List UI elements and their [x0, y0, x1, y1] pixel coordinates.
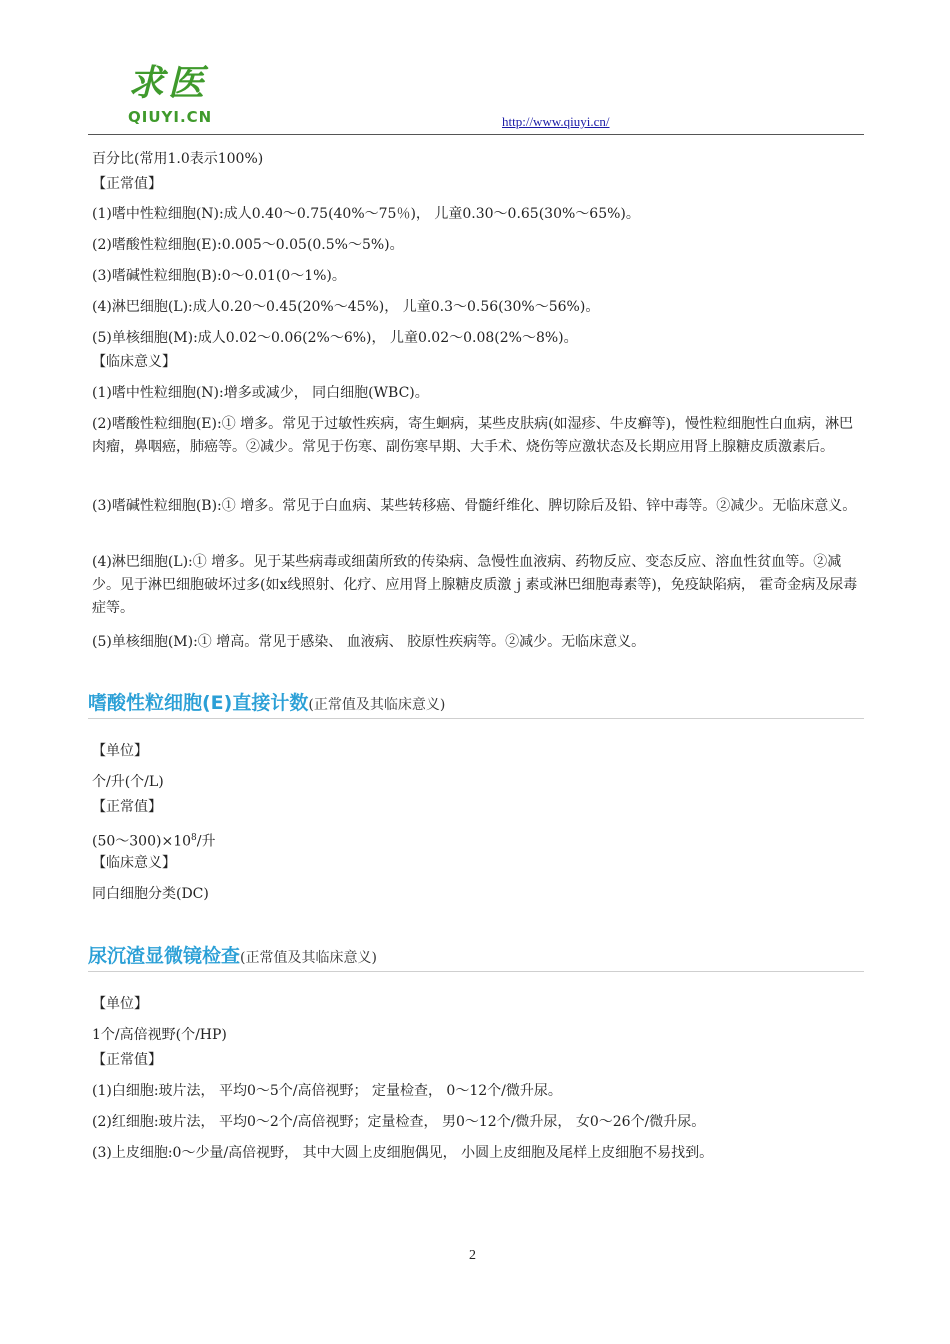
section-eosinophil-title-sub: (正常值及其临床意义): [308, 697, 446, 713]
page-number: 2: [469, 1248, 476, 1263]
intro-normal-item-3: (3)嗜碱性粒细胞(B):0～0.01(0～1%)。: [92, 268, 346, 284]
section-eosinophil-normal-heading: 【正常值】: [92, 799, 162, 815]
intro-clinical-item-5: (5)单核细胞(M):① 增高。常见于感染、 血液病、 胶原性疾病等。②减少。无临床意义。: [92, 634, 646, 650]
site-url-link[interactable]: http://www.qiuyi.cn/: [502, 114, 610, 129]
section-eosinophil-normal: [92, 827, 215, 853]
section-urine-sediment-unit: 1个/高倍视野(个/HP): [92, 1027, 227, 1043]
intro-clinical-item-1: (1)嗜中性粒细胞(N):增多或减少， 同白细胞(WBC)。: [92, 385, 429, 401]
section-eosinophil-clinical-heading: 【临床意义】: [92, 855, 176, 871]
section-eosinophil-unit-heading: 【单位】: [92, 743, 148, 759]
normal-value-exponent: 8: [191, 833, 197, 843]
site-logo: [128, 62, 228, 130]
intro-clinical-heading: 【临床意义】: [92, 354, 176, 370]
intro-normal-item-1: (1)嗜中性粒细胞(N):成人0.40～0.75(40%～75％)， 儿童0.30～0.65(30%～65%)。: [92, 206, 640, 222]
section-urine-sediment-unit-heading: 【单位】: [92, 996, 148, 1012]
section-urine-sediment-normal-heading: 【正常值】: [92, 1052, 162, 1068]
intro-normal-item-5: (5)单核细胞(M):成人0.02～0.06(2%～6%)， 儿童0.02～0.08(2%～8%)。: [92, 330, 578, 346]
intro-normal-item-2: (2)嗜酸性粒细胞(E):0.005～0.05(0.5%～5%)。: [92, 237, 404, 253]
section-eosinophil-clinical: 同白细胞分类(DC): [92, 886, 209, 902]
section-urine-sediment-normal-item-2: (2)红细胞:玻片法， 平均0～2个/高倍视野；定量检查， 男0～12个/微升尿， 女0～26个/微升尿。: [92, 1114, 706, 1130]
section-urine-sediment-title: [88, 941, 864, 972]
intro-normal-heading: 【正常值】: [92, 176, 162, 192]
section-eosinophil-unit: 个/升(个/L): [92, 774, 164, 790]
section-eosinophil-title: [88, 688, 864, 719]
intro-unit-text: 百分比(常用1.0表示100%): [92, 151, 264, 167]
logo-english-text: QIUYI.CN: [128, 108, 213, 126]
normal-value-unit: /升: [196, 833, 216, 850]
section-urine-sediment-normal-item-3: (3)上皮细胞:0～少量/高倍视野， 其中大圆上皮细胞偶见， 小圆上皮细胞及尾样上皮细胞不易找到。: [92, 1145, 714, 1161]
normal-value-base: (50～300)×10: [92, 833, 192, 850]
intro-clinical-item-2: (2)嗜酸性粒细胞(E):① 增多。常见于过敏性疾病，寄生蛔病，某些皮肤病(如湿疹、牛皮癣等)，慢性粒细胞性白血病，淋巴肉瘤，鼻咽癌，肺癌等。②减少。常见于伤寒、副伤寒早期、大手术、烧伤等应激状态及长期应用肾上腺糖皮质激素后。: [92, 416, 854, 455]
page-header: [88, 62, 864, 135]
section-eosinophil-title-main: 嗜酸性粒细胞(E)直接计数: [88, 692, 309, 714]
logo-chinese-text: 求医: [128, 62, 209, 104]
intro-clinical-item-4: (4)淋巴细胞(L):① 增多。见于某些病毒或细菌所致的传染病、急慢性血液病、药物反应、变态反应、溶血性贫血等。②减少。见于淋巴细胞破坏过多(如x线照射、化疗、应用肾上腺糖皮质激ｊ素或淋巴细胞毒素等)，免疫缺陷病， 霍奇金病及尿毒症等。: [92, 554, 858, 616]
section-urine-sediment-normal-item-1: (1)白细胞:玻片法， 平均0～5个/高倍视野； 定量检查， 0～12个/微升尿。: [92, 1083, 562, 1099]
section-urine-sediment-title-main: 尿沉渣显微镜检查: [88, 945, 241, 967]
intro-normal-item-4: (4)淋巴细胞(L):成人0.20～0.45(20%～45%)， 儿童0.3～0.56(30%～56%)。: [92, 299, 600, 315]
section-urine-sediment-title-sub: (正常值及其临床意义): [240, 950, 377, 966]
intro-clinical-item-3: (3)嗜碱性粒细胞(B):① 增多。常见于白血病、某些转移癌、骨髓纤维化、脾切除后及铅、锌中毒等。②减少。无临床意义。: [92, 498, 857, 514]
